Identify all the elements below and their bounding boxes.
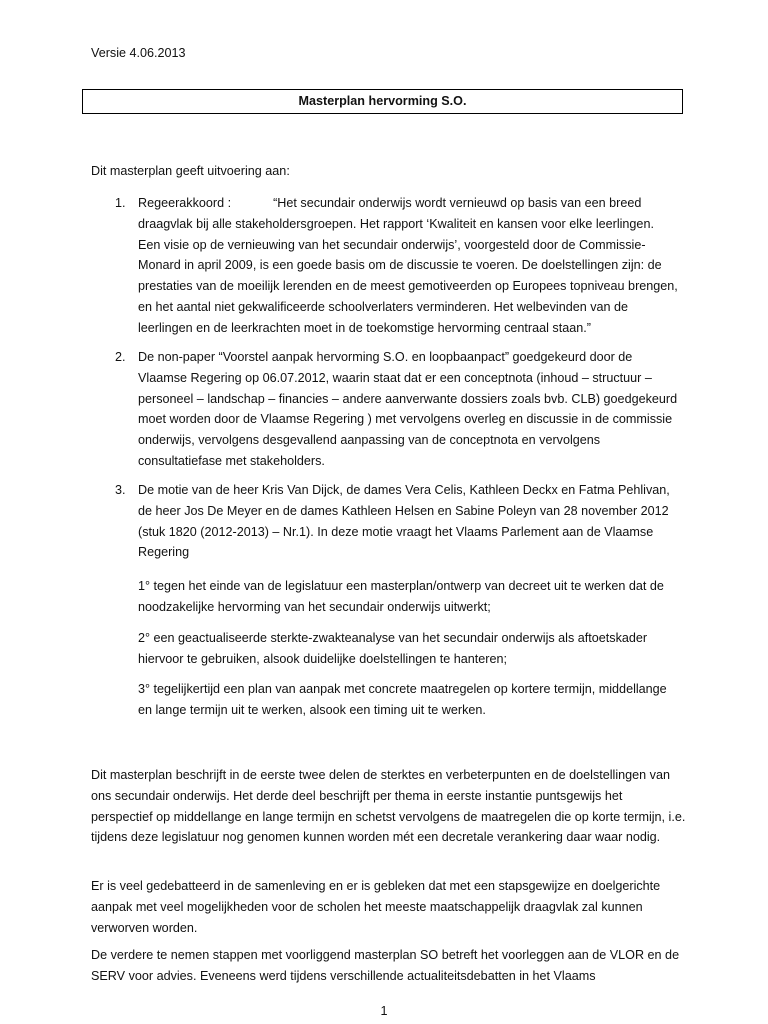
list-text <box>138 193 678 339</box>
list-text <box>138 480 678 721</box>
list-body: “Het secundair onderwijs wordt vernieuwd op basis van een breed draagvlak bij alle stakeholdersgroepen. Het rapport ‘Kwaliteit en kansen voor elke leerlingen. Een visie op de vernieuwing van het secundair onderwijs’, voorgesteld door de Commissie-Monard in april 2009, is een goede basis om de discussie te voeren. De doelstellingen zijn: de prestaties van de moeilijk lerenden en de meest gemotiveerden op Europees topniveau brengen, en het aantal niet gekwalificeerde schoolverlaters verminderen. Het welbevinden van de leerlingen en de leerkrachten moet in de toekomstige hervorming centraal staan.” <box>138 196 678 335</box>
list-label: Regeerakkoord : <box>138 196 232 210</box>
body-paragraph: Er is veel gedebatteerd in de samenleving en er is gebleken dat met een stapsgewijze en doelgerichte aanpak met veel mogelijkheden voor de scholen het meeste maatschappelijk draagvlak zal kunnen verworven worden. <box>91 879 661 935</box>
sub-item: 2° een geactualiseerde sterkte-zwakteanalyse van het secundair onderwijs als aftoetskader hiervoor te gebruiken, alsook duidelijke doelstellingen te hanteren; <box>138 630 648 666</box>
sub-item: 3° tegelijkertijd een plan van aanpak met concrete maatregelen op kortere termijn, middellange en lange termijn uit te werken, alsook een timing uit te werken. <box>138 682 667 718</box>
page-number: 1 <box>380 1004 388 1018</box>
list-text: De non-paper “Voorstel aanpak hervorming S.O. en loopbaanpact” goedgekeurd door de Vlaamse Regering op 06.07.2012, waarin staat dat er een conceptnota (inhoud – structuur – personeel – landschap – financies – andere aanverwante dossiers zoals bvb. CLB) goedgekeurd moet worden door de Vlaamse Regering ) met vervolgens overleg en discussie in de commissie onderwijs, vervolgens desgevallend aanpassing van de conceptnota en vervolgens consultatiefase met stakeholders. <box>138 350 678 468</box>
list-body: De motie van de heer Kris Van Dijck, de dames Vera Celis, Kathleen Deckx en Fatma Pehlivan, de heer Jos De Meyer en de dames Kathleen Helsen en Sabine Poleyn van 28 november 2012 (stuk 1820 (2012-2013) – Nr.1). In deze motie vraagt het Vlaams Parlement aan de Vlaamse Regering <box>138 483 670 560</box>
intro-text: Dit masterplan geeft uitvoering aan: <box>91 164 290 178</box>
list-number: 3. <box>115 483 126 497</box>
sub-item: 1° tegen het einde van de legislatuur een masterplan/ontwerp van decreet uit te werken dat de noodzakelijke hervorming van het secundair onderwijs uitwerkt; <box>138 579 664 614</box>
list-number: 1. <box>115 196 126 210</box>
body-paragraph: De verdere te nemen stappen met voorliggend masterplan SO betreft het voorleggen aan de VLOR en de SERV voor advies. Eveneens werd tijdens verschillende actualiteitsdebatten in het Vlaams <box>91 948 680 983</box>
body-paragraph: Dit masterplan beschrijft in de eerste twee delen de sterktes en verbeterpunten en de doelstellingen van ons secundair onderwijs. Het derde deel beschrijft per thema in eerste instantie puntsgewijs het perspectief op middellange en lange termijn en schetst vervolgens de maatregelen die op korte termijn, i.e. tijdens deze legislatuur nog genomen kunnen worden mét een decretale verankering daar waar nodig. <box>91 768 686 845</box>
list-number: 2. <box>115 350 126 364</box>
page-title: Masterplan hervorming S.O. <box>82 89 683 114</box>
version-label: Versie 4.06.2013 <box>91 46 186 60</box>
